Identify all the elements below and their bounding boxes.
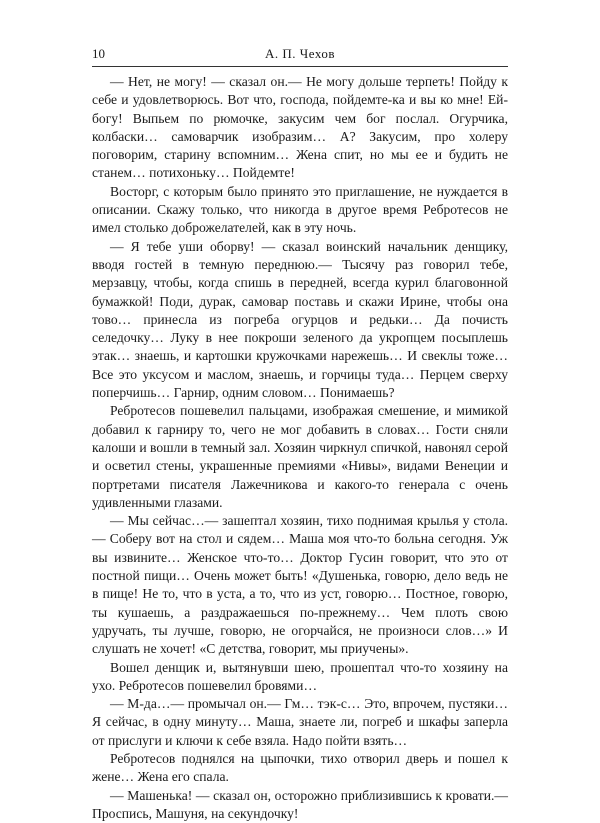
header-rule	[92, 66, 508, 67]
paragraph: Вошел денщик и, вытянувши шею, прошептал что-то хозяину на ухо. Ребротесов пошевелил бровями…	[92, 659, 508, 693]
running-title: А. П. Чехов	[265, 46, 335, 61]
book-page	[92, 44, 508, 823]
paragraph: — Нет, не могу! — сказал он.— Не могу дольше терпеть! Пойду к себе и удовлетворюсь. Вот что, господа, пойдемте-ка и вы ко мне! Ей-богу! Выпьем по рюмочке, закусим чем бог послал. Огурчика, колбаски… самоварчик изобразим… А? Закусим, про холеру поговорим, старину вспомним… Жена спит, но мы ее и будить не станем… потихоньку… Пойдемте!	[92, 74, 508, 181]
page-number: 10	[92, 46, 105, 61]
paragraph: — М-да…— промычал он.— Гм… тэк-с… Это, впрочем, пустяки… Я сейчас, в одну минуту… Маша, знаете ли, погреб и шкафы заперла от прислуги и ключи к себе взяла. Надо пойти взять…	[92, 696, 508, 748]
body-text	[92, 73, 508, 823]
paragraph: Ребротесов поднялся на цыпочки, тихо отворил дверь и пошел к жене… Жена его спала.	[92, 750, 508, 785]
running-head	[92, 44, 508, 64]
paragraph: — Мы сейчас…— зашептал хозяин, тихо поднимая крылья у стола.— Соберу вот на стол и сядем… Маша моя что-то больна сегодня. Уж вы извините… Женское что-то… Доктор Гусин говорит, что это от постной пищи… Очень может быть! «Душенька, говорю, дело ведь не в пище! Не то, что в уста, а то, что из уст, говорю… Постное, говорю, ты кушаешь, а раздражаешься по-прежнему… Чем плоть свою удручать, ты лучше, говорю, не огорчайся, не произноси слов…» И слушать не хочет! «С детства, говорит, мы приучены».	[92, 513, 508, 657]
paragraph: Восторг, с которым было принято это приглашение, не нуждается в описании. Скажу только, что никогда в другое время Ребротесов не имел столько доброжелателей, как в эту ночь.	[92, 183, 508, 236]
paragraph: Ребротесов пошевелил пальцами, изображая смешение, и мимикой добавил к гарниру то, чего не мог добавить в словах… Гости сняли калоши и вошли в темный зал. Хозяин чиркнул спичкой, навонял серой и осветил стены, украшенные премиями «Нивы», видами Венеции и портретами писателя Лажечникова и какого-то генерала с очень удивленными глазами.	[92, 403, 508, 510]
paragraph: — Машенька! — сказал он, осторожно приблизившись к кровати.— Проспись, Машуня, на секундочку!	[92, 787, 508, 821]
paragraph: — Я тебе уши оборву! — сказал воинский начальник денщику, вводя гостей в темную переднюю.— Тысячу раз говорил тебе, мерзавцу, чтобы, когда спишь в передней, всегда курил благовонной бумажкой! Поди, дурак, самовар поставь и скажи Ирине, чтобы она тово… принесла из погреба огурцов и редьки… Да почисть селедочку… Луку в нее покроши зеленого да укропцем посыплешь этак… знаешь, и картошки кружочками нарежешь… И свеклы тоже… Все это уксусом и маслом, знаешь, и горчицы туда… Перцем сверху поперчишь… Гарнир, одним словом… Понимаешь?	[92, 238, 508, 401]
